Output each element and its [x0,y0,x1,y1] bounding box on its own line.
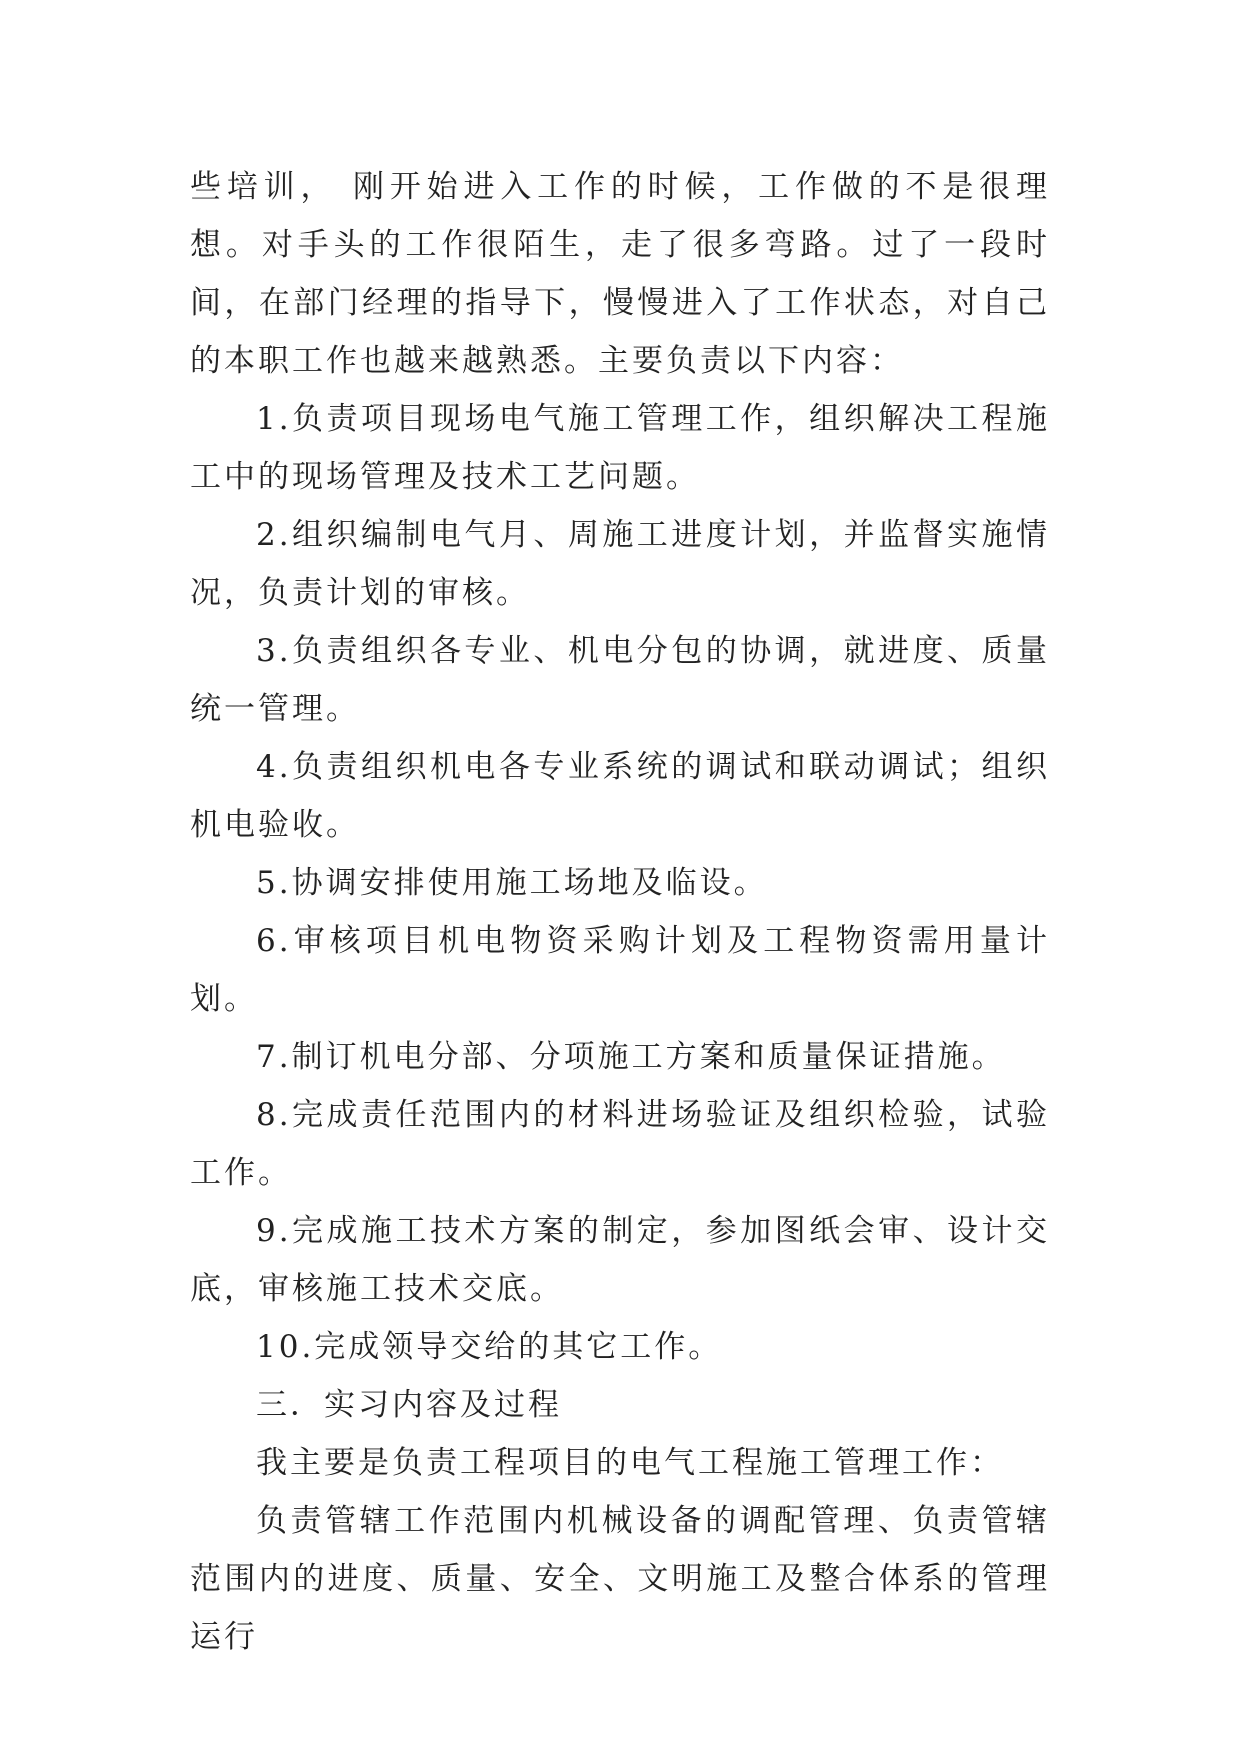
list-item-7: 7.制订机电分部、分项施工方案和质量保证措施。 [256,1039,1006,1075]
list-item-4: 4.负责组织机电各专业系统的调试和联动调试；组织机电验收。 [190,749,1050,843]
list-item-10: 10.完成领导交给的其它工作。 [256,1329,723,1365]
list-item-6: 6.审核项目机电物资采购计划及工程物资需用量计划。 [190,923,1050,1017]
document-body [190,158,1050,1666]
section-heading: 三．实习内容及过程 [256,1387,562,1423]
list-item-2: 2.组织编制电气月、周施工进度计划，并监督实施情况，负责计划的审核。 [190,517,1050,611]
list-item-1: 1.负责项目现场电气施工管理工作，组织解决工程施工中的现场管理及技术工艺问题。 [190,401,1050,495]
list-item-3: 3.负责组织各专业、机电分包的协调，就进度、质量统一管理。 [190,633,1050,727]
paragraph-intro: 些培训， 刚开始进入工作的时候，工作做的不是很理想。对手头的工作很陌生，走了很多弯路。过了一段时间，在部门经理的指导下，慢慢进入了工作状态，对自己的本职工作也越来越熟悉。主要负责以下内容： [190,169,1050,379]
list-item-5: 5.协调安排使用施工场地及临设。 [256,865,768,901]
list-item-9: 9.完成施工技术方案的制定，参加图纸会审、设计交底，审核施工技术交底。 [190,1213,1050,1307]
paragraph-main-duty: 我主要是负责工程项目的电气工程施工管理工作： [256,1445,1004,1481]
list-item-8: 8.完成责任范围内的材料进场验证及组织检验，试验工作。 [190,1097,1050,1191]
paragraph-responsibility: 负责管辖工作范围内机械设备的调配管理、负责管辖范围内的进度、质量、安全、文明施工及整合体系的管理运行 [190,1503,1050,1655]
